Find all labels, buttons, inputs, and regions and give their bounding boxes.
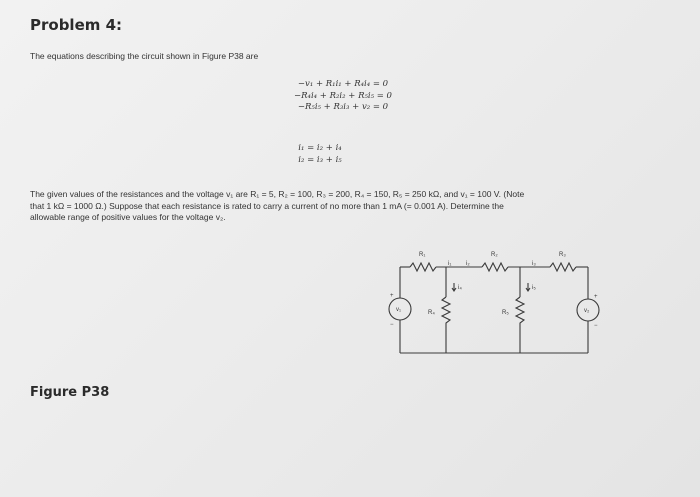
kcl-equations	[270, 143, 370, 166]
description-line-2: that 1 kΩ = 1000 Ω.) Suppose that each resistance is rated to carry a current of no more than 1 mA (= 0.001 A). Determine the	[30, 200, 504, 211]
equation-1: −v₁ + R₁i₁ + R₄i₄ = 0	[297, 79, 389, 89]
current-equation-1: i₁ = i₂ + i₄	[298, 143, 342, 153]
resistor-r2-symbol	[482, 263, 508, 271]
label-i1: i₁	[448, 261, 452, 267]
kvl-equations	[248, 79, 438, 114]
resistor-r3-symbol	[550, 263, 576, 271]
equation-2: −R₄i₄ + R₂i₂ + R₅i₅ = 0	[294, 90, 392, 101]
label-v2-minus: −	[594, 323, 598, 329]
resistor-r4-symbol	[442, 297, 450, 327]
resistor-r5-symbol	[516, 297, 524, 327]
label-v1-minus: −	[390, 322, 394, 328]
label-v1: v₁	[396, 307, 402, 313]
current-arrow-i4	[452, 283, 456, 291]
label-v1-plus: +	[390, 293, 394, 299]
label-r2: R₂	[491, 252, 498, 258]
label-r5: R₅	[502, 310, 509, 316]
problem-description	[30, 189, 670, 224]
description-line-3: allowable range of positive values for the voltage v₂.	[30, 212, 226, 222]
circuit-diagram	[380, 245, 620, 370]
label-i2: i₂	[466, 261, 470, 267]
label-v2-plus: +	[594, 294, 598, 300]
equation-3: −R₅i₅ + R₃i₃ + v₂ = 0	[297, 102, 389, 112]
label-r4: R₄	[428, 310, 435, 316]
problem-title: Problem 4:	[30, 16, 123, 34]
label-r3: R₃	[559, 252, 566, 258]
current-equation-2: i₂ = i₃ + i₅	[298, 154, 342, 165]
label-i5: i₅	[532, 285, 536, 291]
figure-label: Figure P38	[30, 385, 110, 400]
current-arrow-i5	[526, 283, 530, 291]
description-line-1: The given values of the resistances and the voltage v₁ are R₁ = 5, R₂ = 100, R₃ = 200, R₄ = 150, R₅ = 250 kΩ, and v₁ = 100 V. (Note	[30, 189, 525, 199]
intro-text: The equations describing the circuit shown in Figure P38 are	[30, 51, 259, 61]
label-i3: i₃	[532, 261, 536, 267]
label-v2: v₂	[584, 308, 590, 314]
label-r1: R₁	[419, 252, 426, 258]
resistor-r1-symbol	[410, 263, 436, 271]
label-i4: i₄	[458, 285, 462, 291]
